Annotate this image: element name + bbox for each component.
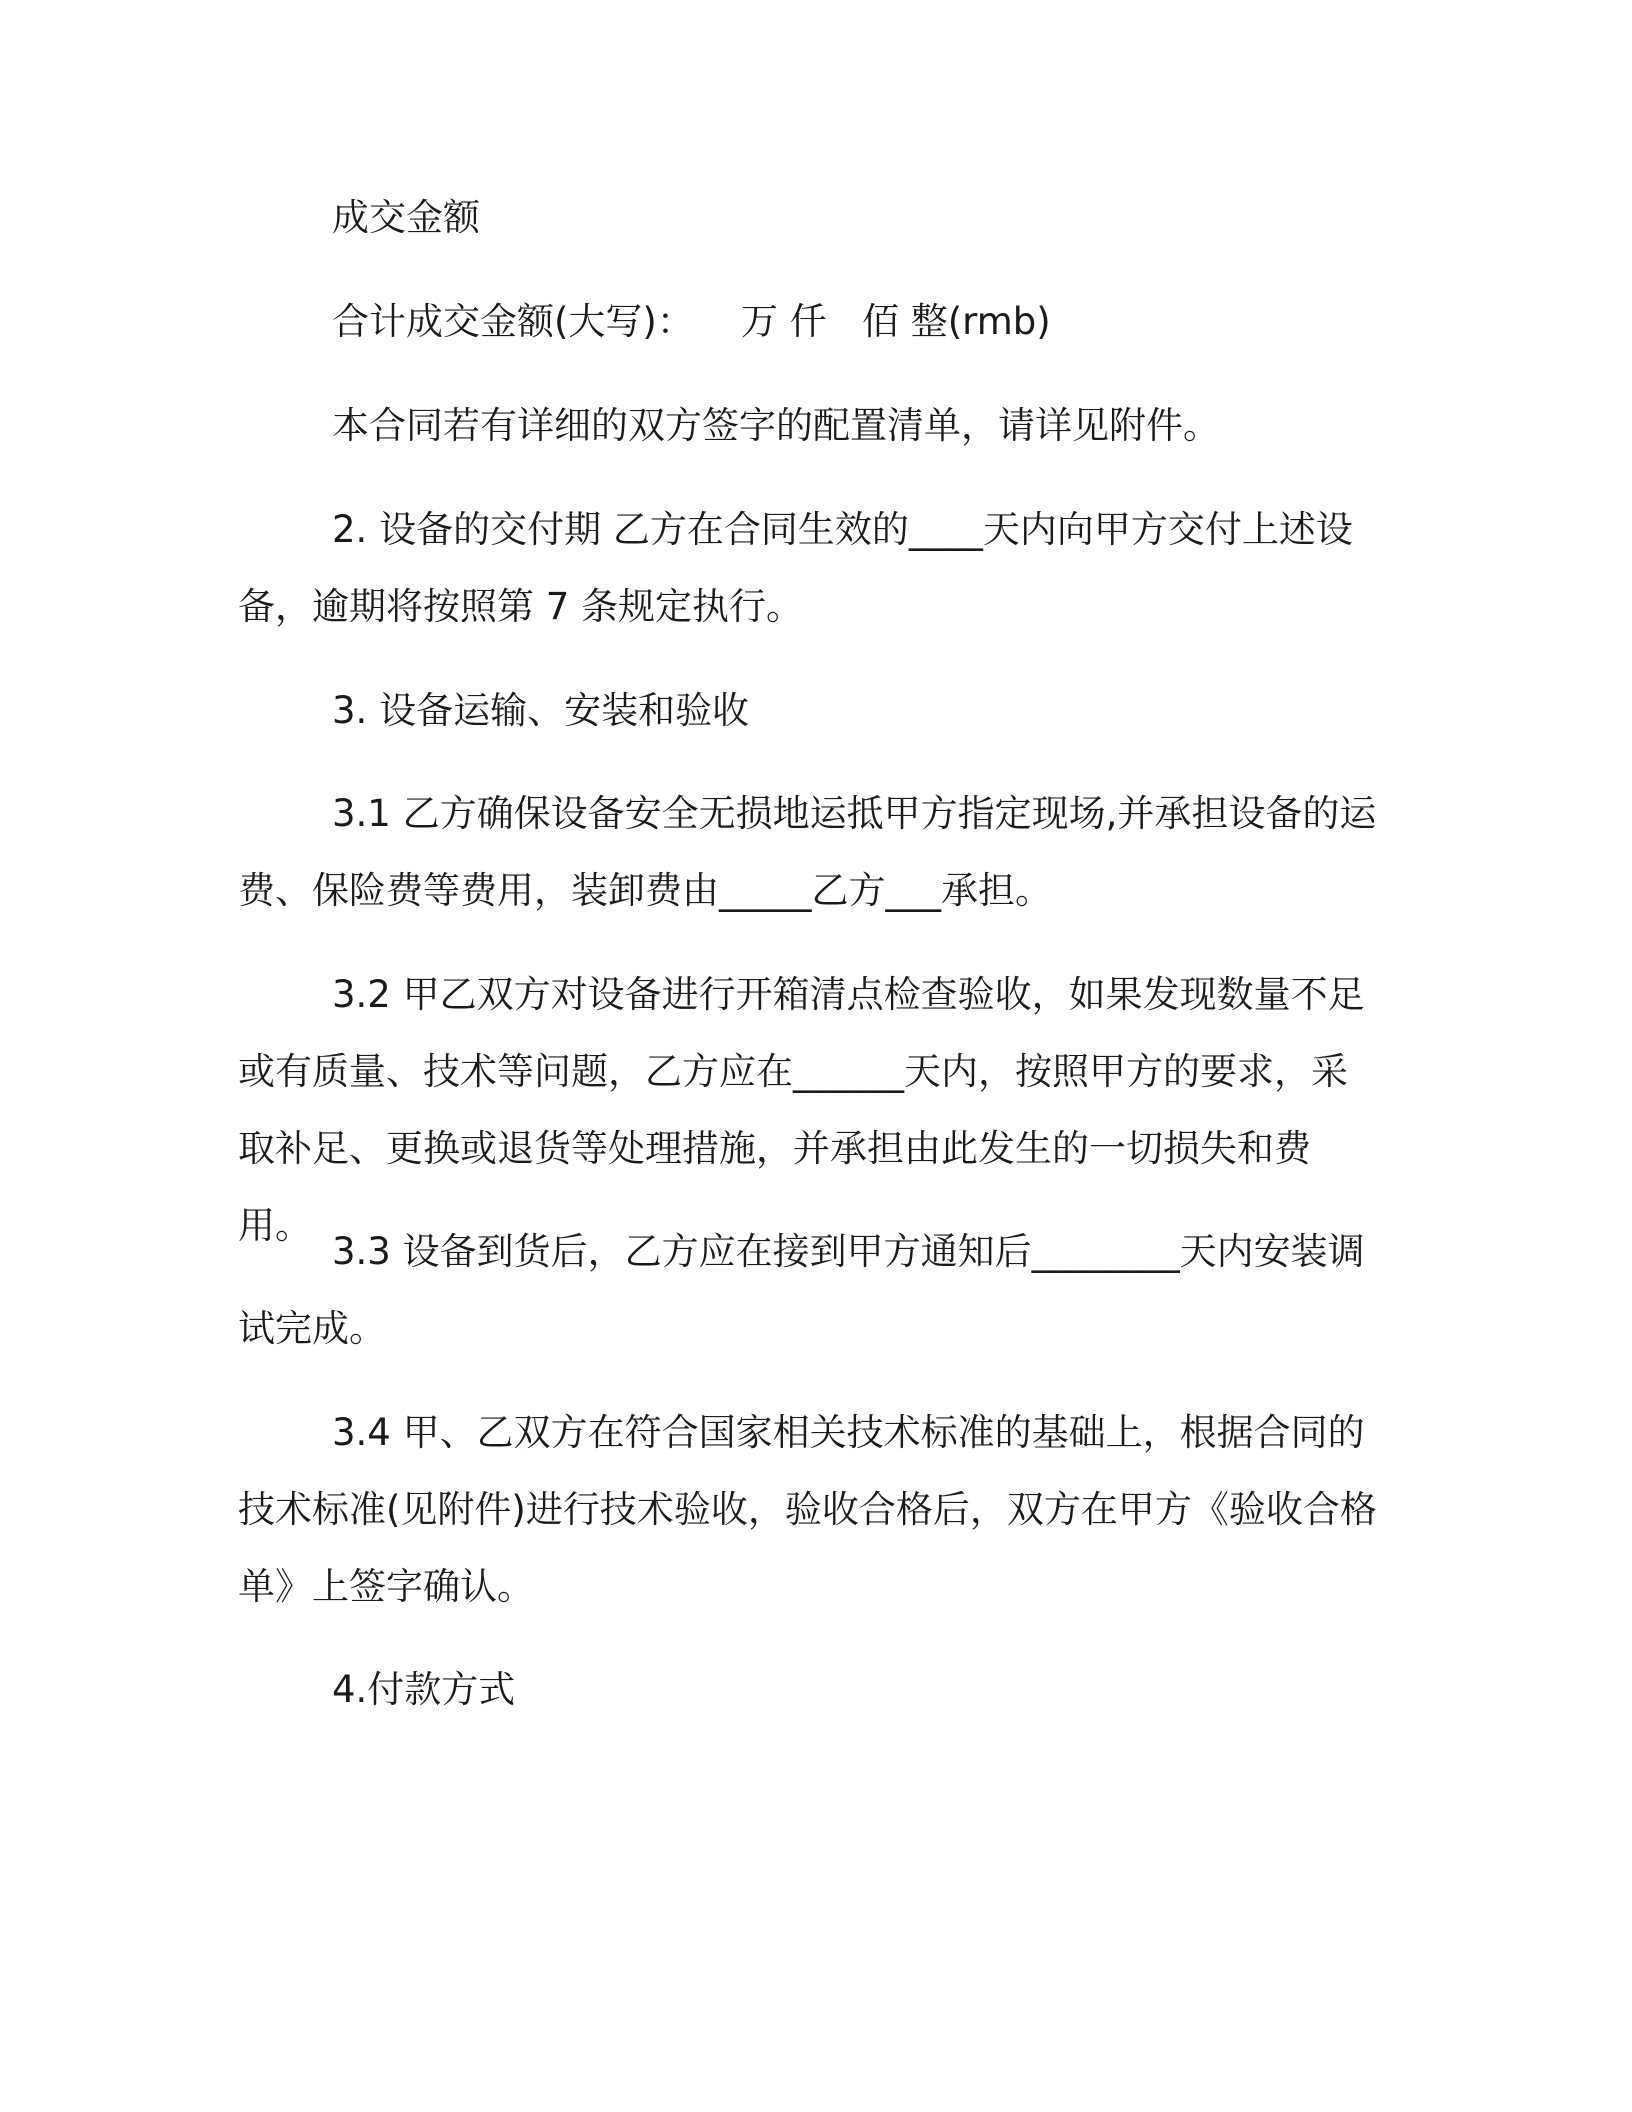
text-line: 试完成。: [238, 1307, 386, 1350]
text-line: 备，逾期将按照第 7 条规定执行。: [238, 585, 804, 628]
text-line: 技术标准(见附件)进行技术验收，验收合格后，双方在甲方《验收合格: [238, 1488, 1377, 1531]
text-line: 本合同若有详细的双方签字的配置清单，请详见附件。: [332, 404, 1220, 447]
text-line: 取补足、更换或退货等处理措施，并承担由此发生的一切损失和费用。: [238, 1127, 1311, 1247]
text-line: 2. 设备的交付期 乙方在合同生效的____天内向甲方交付上述设: [332, 508, 1353, 551]
text-line: 单》上签字确认。: [238, 1565, 534, 1608]
text-line: 3. 设备运输、安装和验收: [332, 689, 750, 732]
clause-3-4: [238, 1394, 1378, 1625]
text-line: 成交金额: [332, 196, 480, 239]
text-line: 合计成交金额(大写)： 万 仟 佰 整(rmb): [332, 300, 1051, 343]
text-line: 费、保险费等费用，装卸费由_____乙方___承担。: [238, 869, 1052, 912]
clause-3-1: [238, 775, 1378, 929]
section-heading-amount: [238, 179, 1378, 256]
clause-4-heading: [238, 1651, 1378, 1728]
text-line: 3.3 设备到货后，乙方应在接到甲方通知后________天内安装调: [332, 1230, 1365, 1273]
attachment-note: [238, 387, 1378, 464]
clause-3-3: [238, 1213, 1378, 1367]
text-line: 3.4 甲、乙双方在符合国家相关技术标准的基础上，根据合同的: [332, 1411, 1365, 1454]
text-line: 3.2 甲乙双方对设备进行开箱清点检查验收，如果发现数量不足: [332, 973, 1365, 1016]
text-line: 4.付款方式: [332, 1668, 516, 1711]
total-amount-line: [238, 283, 1378, 360]
text-line: 或有质量、技术等问题，乙方应在______天内，按照甲方的要求，采: [238, 1050, 1348, 1093]
clause-3-heading: [238, 672, 1378, 749]
text-line: 3.1 乙方确保设备安全无损地运抵甲方指定现场,并承担设备的运: [332, 792, 1377, 835]
clause-2-delivery: [238, 491, 1378, 645]
